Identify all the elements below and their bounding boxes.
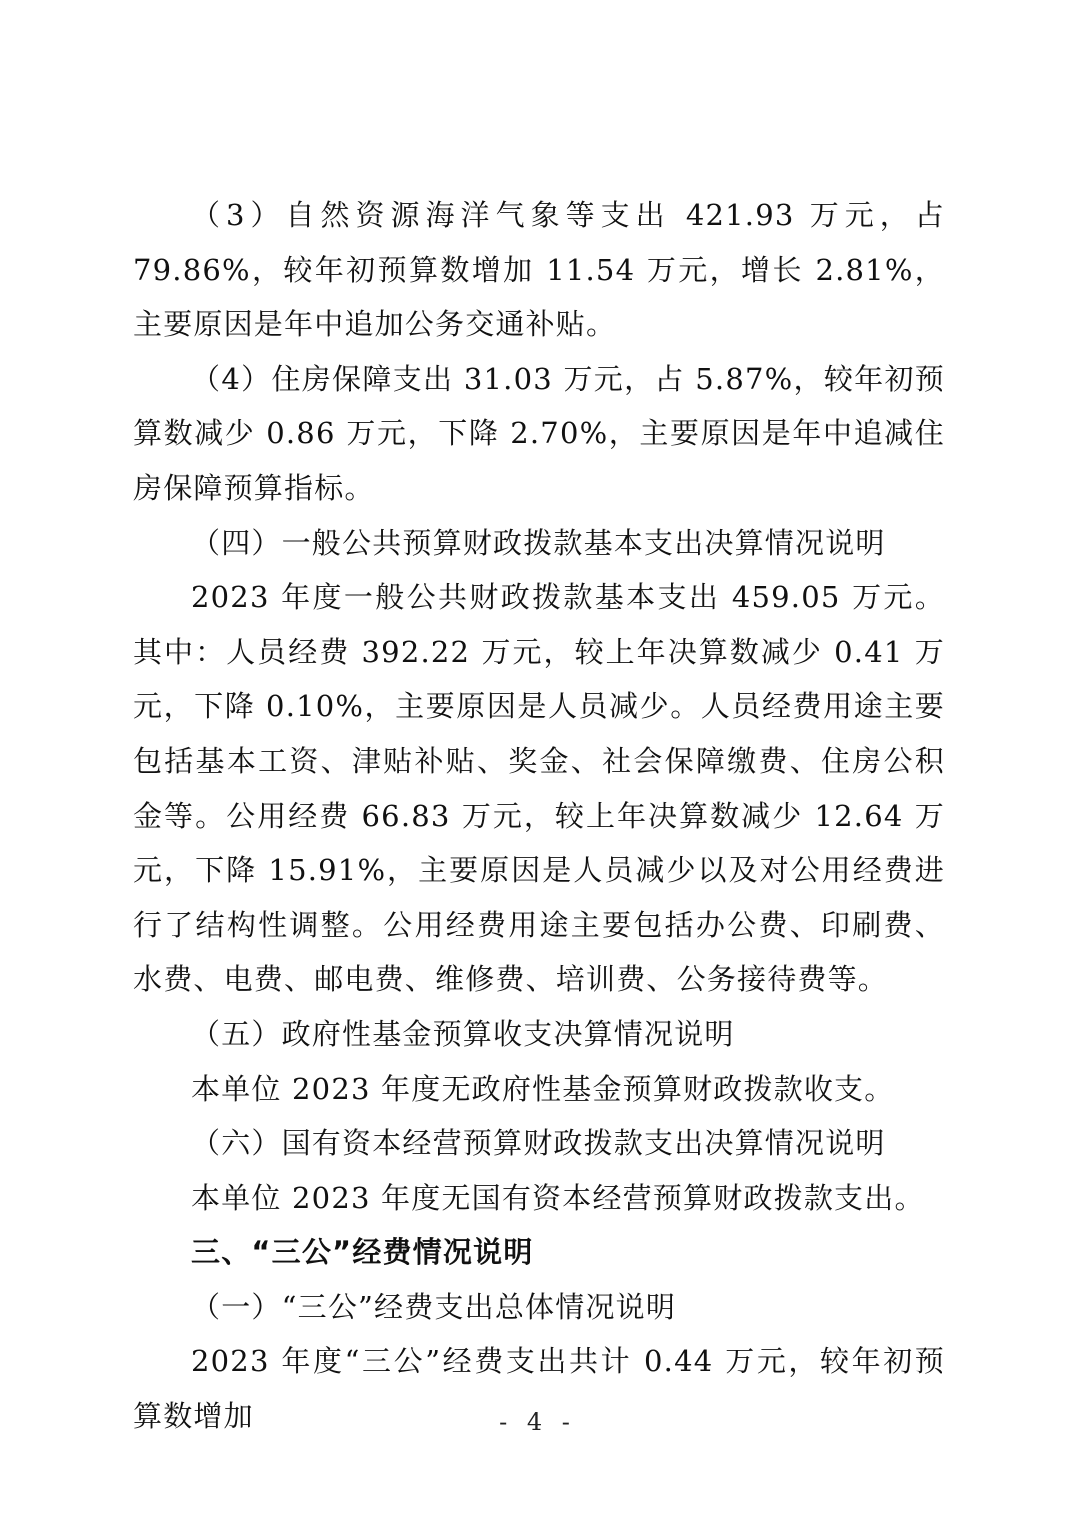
paragraph-state-capital: 本单位 2023 年度无国有资本经营预算财政拨款支出。 (191, 1180, 925, 1215)
paragraph-basic-expenditure: 2023 年度一般公共财政拨款基本支出 459.05 万元。其中：人员经费 392.22 万元，较上年决算数减少 0.41 万元，下降 0.10%，主要原因是人员减少。人员经费用途主要包括基本工资、津贴补贴、奖金、社会保障缴费、住房公积金等。公用经费 66.83 万元，较上年决算数减少 12.64 万元，下降 15.91%，主要原因是人员减少以及对公用经费进行了结构性调整。公用经费用途主要包括办公费、印刷费、水费、电费、邮电费、维修费、培训费、公务接待费等。 (133, 580, 945, 997)
body-text (133, 188, 945, 1444)
paragraph-government-fund: 本单位 2023 年度无政府性基金预算财政拨款收支。 (191, 1071, 895, 1106)
section-heading-state-capital: （六）国有资本经营预算财政拨款支出决算情况说明 (191, 1126, 886, 1161)
paragraph-natural-resources: （3）自然资源海洋气象等支出 421.93 万元，占 79.86%，较年初预算数增加 11.54 万元，增长 2.81%，主要原因是年中追加公务交通补贴。 (133, 198, 945, 342)
chapter-heading-three-public: 三、“三公”经费情况说明 (191, 1235, 534, 1270)
paragraph-housing: （4）住房保障支出 31.03 万元，占 5.87%，较年初预算数减少 0.86 万元，下降 2.70%，主要原因是年中追减住房保障预算指标。 (133, 361, 945, 505)
paragraph-three-public-overall: 2023 年度“三公”经费支出共计 0.44 万元，较年初预算数增加 (133, 1344, 945, 1434)
section-heading-basic-expenditure: （四）一般公共预算财政拨款基本支出决算情况说明 (191, 525, 886, 560)
section-heading-three-public-overall: （一）“三公”经费支出总体情况说明 (191, 1289, 677, 1324)
section-heading-government-fund: （五）政府性基金预算收支决算情况说明 (191, 1016, 735, 1051)
page-number: - 4 - (499, 1408, 576, 1436)
